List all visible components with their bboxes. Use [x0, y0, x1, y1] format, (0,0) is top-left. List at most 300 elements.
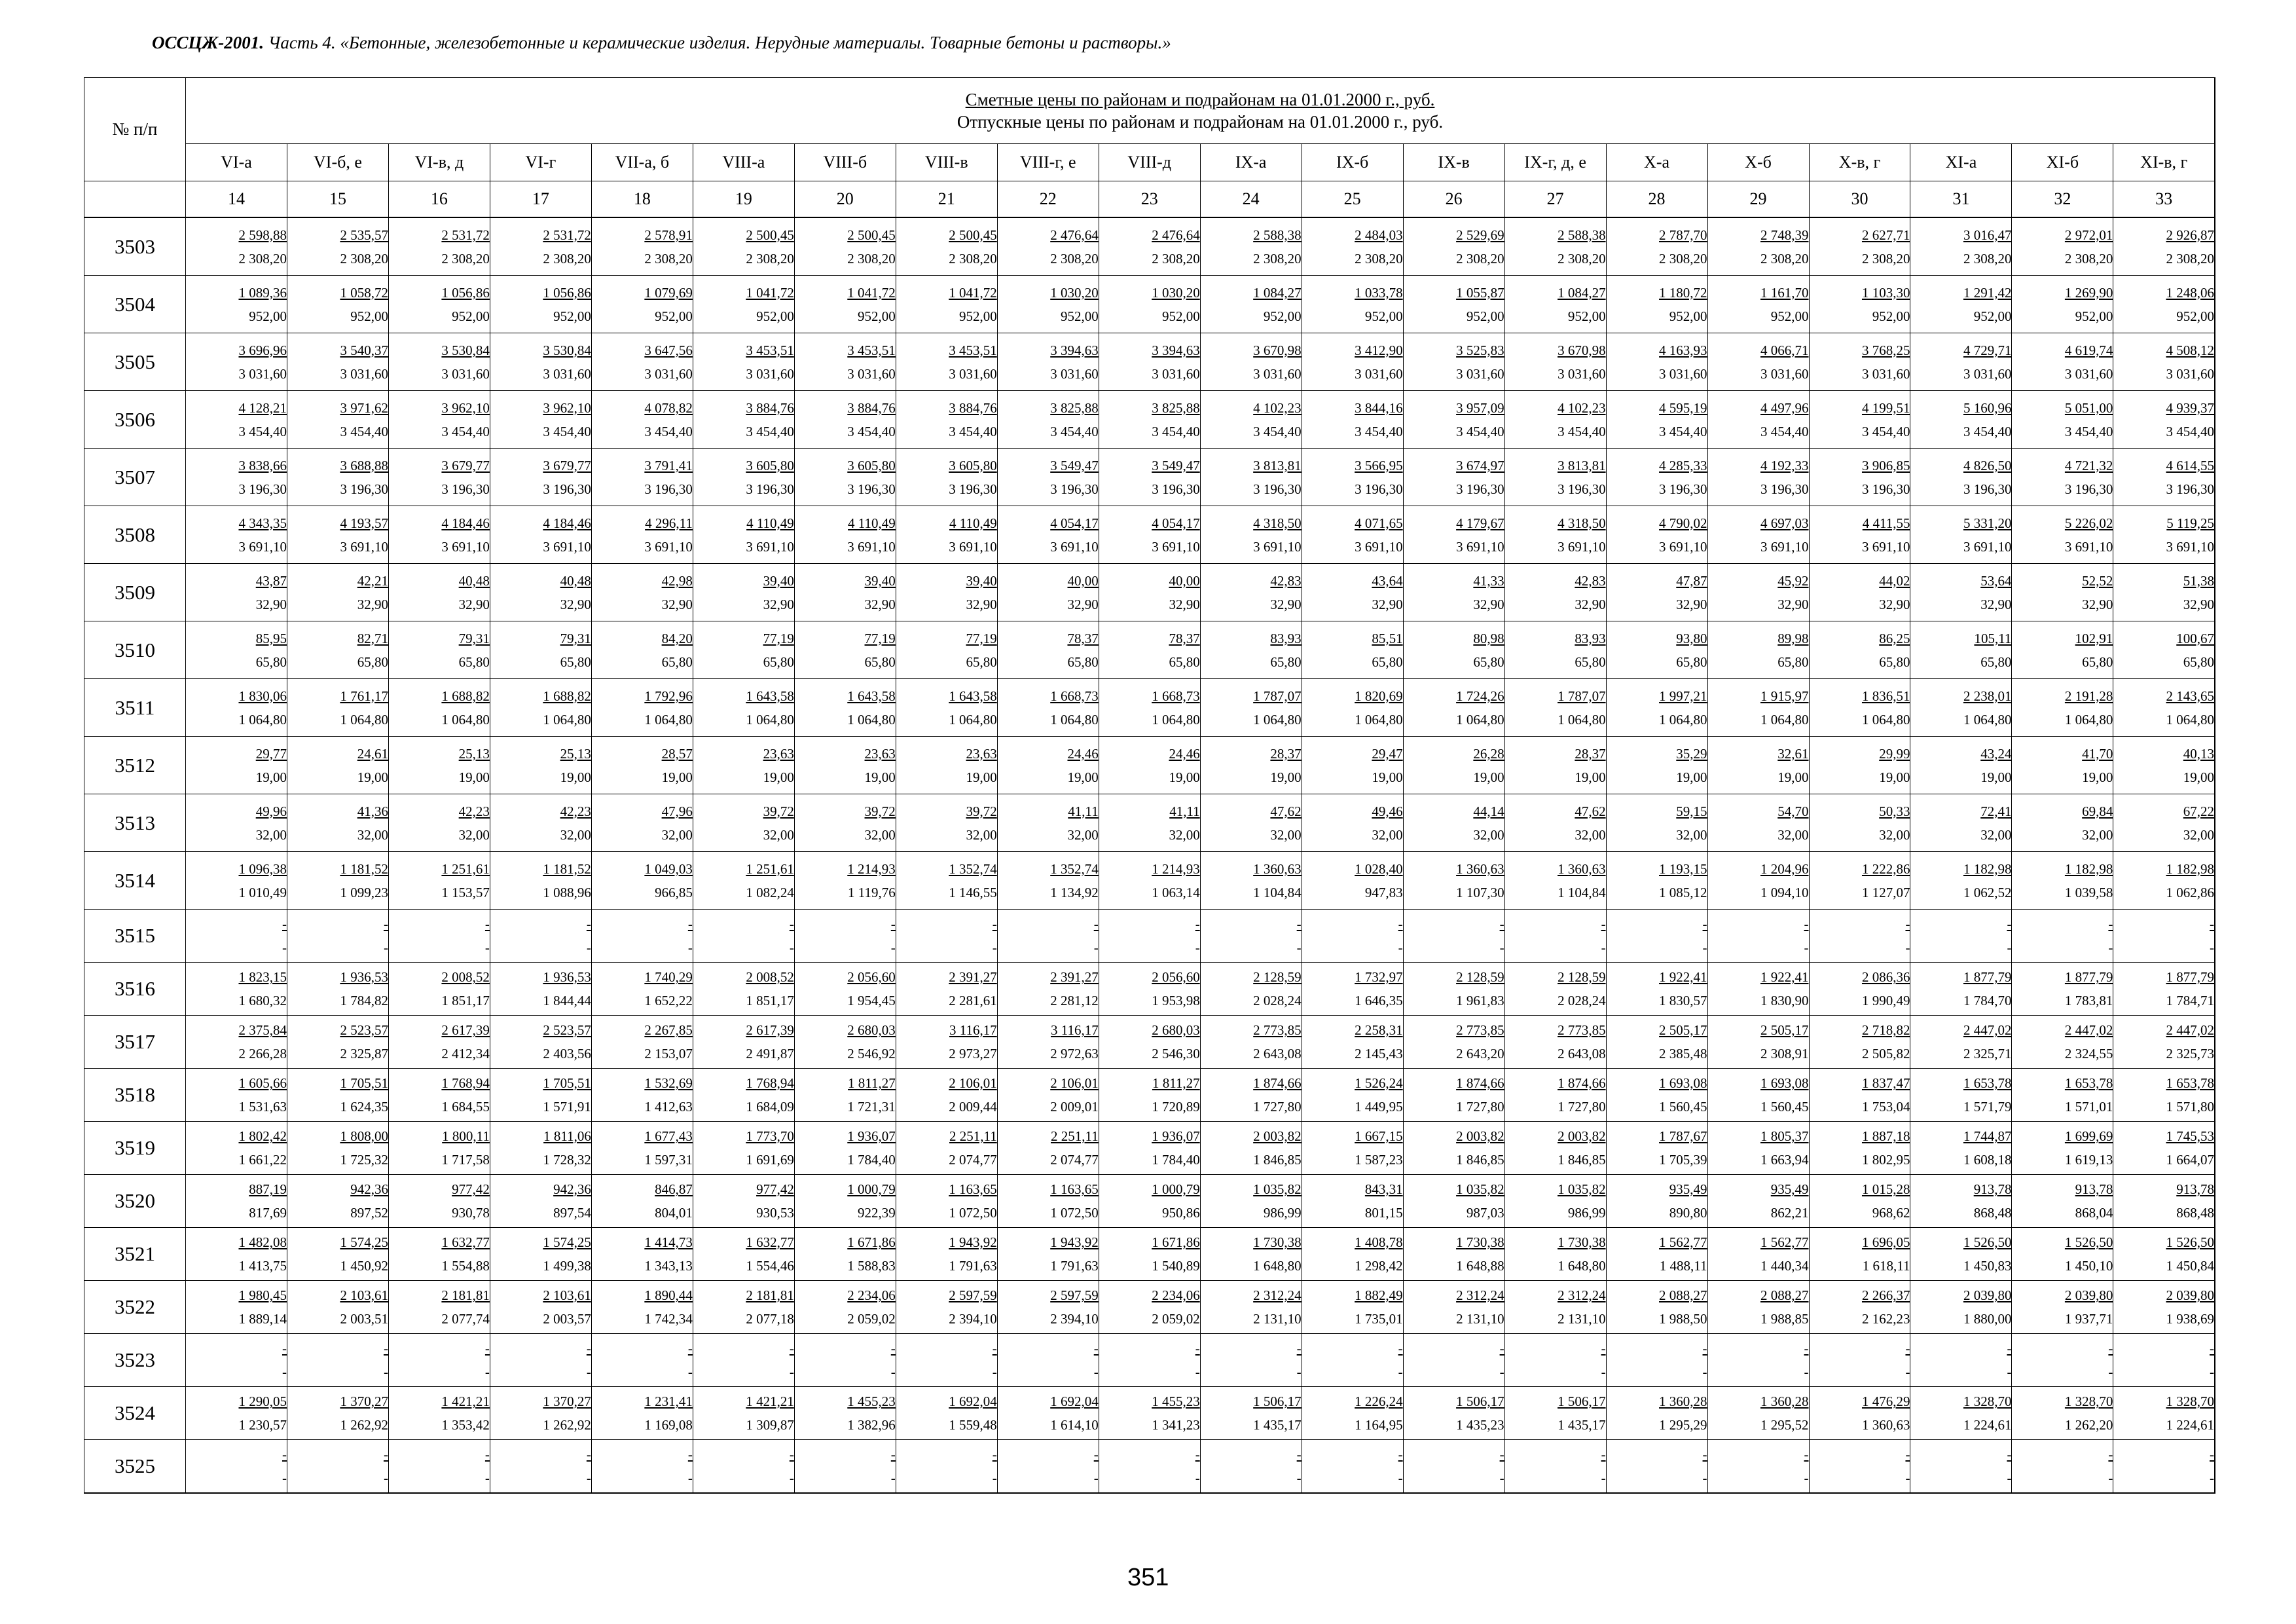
price-cell [1606, 1069, 1707, 1122]
estimate-price: 2 680,03 [1152, 1022, 1200, 1038]
price-cell [591, 1175, 693, 1228]
price-cell [490, 1281, 591, 1334]
price-cell [1910, 506, 2012, 564]
material-code: 3514 [84, 852, 186, 910]
release-price: 1 064,80 [847, 711, 896, 728]
estimate-price: - [1601, 916, 1606, 932]
estimate-price: 43,64 [1372, 572, 1403, 589]
estimate-price: 2 597,59 [949, 1287, 997, 1303]
estimate-price: - [383, 1447, 388, 1462]
price-cell [2012, 794, 2113, 852]
estimate-price: 3 884,76 [949, 399, 997, 416]
estimate-price: 1 936,53 [543, 969, 591, 985]
estimate-price: 3 813,81 [1253, 457, 1302, 473]
estimate-price: 1 705,51 [340, 1075, 388, 1091]
region-header: VIII-б [794, 144, 896, 181]
release-price: 1 295,52 [1760, 1417, 1809, 1433]
estimate-price: 2 312,24 [1456, 1287, 1504, 1303]
release-price: 1 082,24 [746, 884, 794, 900]
release-price: 1 880,00 [1963, 1311, 2012, 1327]
release-price: 1 134,92 [1050, 884, 1099, 900]
estimate-price: 2 505,17 [1760, 1022, 1809, 1038]
release-price: 1 449,95 [1355, 1099, 1403, 1115]
price-cell [490, 679, 591, 737]
estimate-price: 1 943,92 [949, 1234, 997, 1250]
estimate-price: 3 884,76 [847, 399, 896, 416]
release-price: 2 491,87 [746, 1046, 794, 1061]
estimate-price: 913,78 [2075, 1181, 2113, 1197]
price-cell [693, 794, 794, 852]
release-price: 32,00 [357, 826, 388, 843]
estimate-price: 2 598,88 [238, 227, 287, 243]
release-price: 1 353,42 [441, 1417, 490, 1433]
estimate-price: 39,72 [966, 803, 997, 819]
column-number: 20 [794, 181, 896, 218]
release-price: 1 064,80 [238, 711, 287, 728]
release-price: 3 031,60 [1558, 365, 1606, 382]
estimate-price: 1 028,40 [1355, 860, 1403, 877]
release-price: 3 196,30 [746, 481, 794, 497]
estimate-price: - [383, 916, 388, 932]
estimate-price: - [2007, 1340, 2012, 1356]
estimate-price: 1 823,15 [238, 969, 287, 985]
price-cell [1403, 1069, 1504, 1122]
release-price: - [1398, 940, 1403, 955]
estimate-price: - [586, 916, 591, 932]
release-price: 952,00 [1161, 308, 1200, 324]
estimate-price: - [586, 1447, 591, 1462]
estimate-price: 3 647,56 [644, 342, 693, 358]
estimate-price: 49,46 [1372, 803, 1403, 819]
release-price: 65,80 [1575, 654, 1606, 670]
estimate-price: - [992, 916, 997, 932]
price-cell [693, 1281, 794, 1334]
price-cell [1403, 506, 1504, 564]
estimate-price: 2 128,59 [1558, 969, 1606, 985]
release-price: 890,80 [1669, 1205, 1707, 1221]
release-price: 2 145,43 [1355, 1046, 1403, 1061]
price-cell [287, 1387, 388, 1440]
column-number: 24 [1200, 181, 1302, 218]
price-cell [388, 621, 490, 679]
price-cell [287, 391, 388, 449]
price-cell [1504, 1122, 1606, 1175]
estimate-price: 3 844,16 [1355, 399, 1403, 416]
release-price: 1 099,23 [340, 884, 388, 900]
release-price: - [1398, 1364, 1403, 1380]
price-cell [1606, 794, 1707, 852]
price-cell [591, 217, 693, 276]
estimate-price: 942,36 [553, 1181, 591, 1197]
price-cell [1606, 679, 1707, 737]
release-price: 2 643,08 [1558, 1046, 1606, 1061]
release-price: 3 031,60 [441, 365, 490, 382]
price-cell [1910, 963, 2012, 1016]
estimate-price: 2 088,27 [1760, 1287, 1809, 1303]
price-cell [1403, 276, 1504, 333]
price-cell [2012, 506, 2113, 564]
estimate-price: 2 056,60 [847, 969, 896, 985]
estimate-price: 1 251,61 [746, 860, 794, 877]
release-price: 1 064,80 [1558, 711, 1606, 728]
release-price: - [1195, 1470, 1200, 1486]
estimate-price: 4 285,33 [1659, 457, 1707, 473]
estimate-price: 5 331,20 [1963, 515, 2012, 531]
estimate-price: 2 258,31 [1355, 1022, 1403, 1038]
release-price: 1 224,61 [1963, 1417, 2012, 1433]
estimate-price: 1 421,21 [441, 1393, 490, 1409]
release-price: 2 324,55 [2064, 1046, 2113, 1061]
price-cell [1302, 564, 1403, 621]
release-price: 2 308,20 [543, 250, 591, 267]
release-price: 1 571,80 [2166, 1099, 2214, 1115]
release-price: 952,00 [2176, 308, 2214, 324]
price-cell [896, 1281, 997, 1334]
release-price: 868,48 [2176, 1205, 2214, 1221]
estimate-price: 3 412,90 [1355, 342, 1403, 358]
estimate-price: 4 729,71 [1963, 342, 2012, 358]
price-cell [490, 1069, 591, 1122]
estimate-price: 2 505,17 [1659, 1022, 1707, 1038]
release-price: 2 308,20 [1861, 250, 1910, 267]
release-price: 1 684,55 [441, 1099, 490, 1115]
region-header: VI-б, е [287, 144, 388, 181]
release-price: 3 196,30 [1152, 481, 1200, 497]
release-price: - [383, 1470, 388, 1486]
estimate-price: 2 128,59 [1456, 969, 1504, 985]
price-cell [1099, 679, 1200, 737]
price-cell [388, 1440, 490, 1494]
price-cell [1504, 506, 1606, 564]
estimate-price: - [1093, 916, 1099, 932]
estimate-price: - [1601, 1340, 1606, 1356]
release-price: 32,00 [966, 826, 997, 843]
material-code: 3517 [84, 1016, 186, 1069]
region-header: IX-в [1403, 144, 1504, 181]
material-code: 3509 [84, 564, 186, 621]
estimate-price: 2 128,59 [1253, 969, 1302, 985]
estimate-price: - [1499, 1447, 1504, 1462]
release-price: 65,80 [661, 654, 693, 670]
release-price: 1 608,18 [1963, 1152, 2012, 1168]
estimate-price: - [2108, 1340, 2113, 1356]
estimate-price: 77,19 [864, 630, 896, 646]
release-price: 1 571,79 [1963, 1099, 2012, 1115]
release-price: 32,00 [1067, 826, 1099, 843]
estimate-price: - [890, 1340, 896, 1356]
release-price: 2 266,28 [238, 1046, 287, 1061]
estimate-price: 1 922,41 [1760, 969, 1809, 985]
release-price: 1 064,80 [1861, 711, 1910, 728]
price-cell [490, 1228, 591, 1281]
table-row [84, 737, 2215, 794]
region-header: IX-б [1302, 144, 1403, 181]
price-cell [490, 276, 591, 333]
release-price: 65,80 [1372, 654, 1403, 670]
price-cell [388, 794, 490, 852]
material-code: 3510 [84, 621, 186, 679]
estimate-price: 1 526,50 [1963, 1234, 2012, 1250]
estimate-price: 1 653,78 [2166, 1075, 2214, 1091]
release-price: 1 295,29 [1659, 1417, 1707, 1433]
estimate-price: 2 003,82 [1253, 1128, 1302, 1144]
table-row [84, 1122, 2215, 1175]
price-cell [490, 852, 591, 910]
estimate-price: 1 506,17 [1456, 1393, 1504, 1409]
price-cell [1200, 1281, 1302, 1334]
price-cell [1302, 621, 1403, 679]
estimate-price: - [1804, 1447, 1809, 1462]
price-cell [997, 1334, 1099, 1387]
estimate-price: 1 768,94 [441, 1075, 490, 1091]
price-cell [896, 506, 997, 564]
estimate-price: 1 605,66 [238, 1075, 287, 1091]
estimate-price: - [1702, 1447, 1707, 1462]
estimate-price: 79,31 [458, 630, 490, 646]
release-price: 3 031,60 [1050, 365, 1099, 382]
price-cell [1403, 910, 1504, 963]
price-cell [287, 276, 388, 333]
release-price: 1 064,80 [949, 711, 997, 728]
estimate-price: 3 825,88 [1152, 399, 1200, 416]
estimate-price: 1 506,17 [1253, 1393, 1302, 1409]
estimate-price: 4 071,65 [1355, 515, 1403, 531]
price-cell [1504, 276, 1606, 333]
price-cell [1403, 1440, 1504, 1494]
estimate-price: - [687, 916, 693, 932]
release-price: 3 691,10 [1861, 538, 1910, 555]
table-row [84, 506, 2215, 564]
release-price: 947,83 [1364, 884, 1403, 900]
release-price: - [1499, 1364, 1504, 1380]
price-cell [1606, 1016, 1707, 1069]
estimate-price: 3 962,10 [441, 399, 490, 416]
price-cell [1302, 276, 1403, 333]
release-price: 1 846,85 [1558, 1152, 1606, 1168]
price-cell [1606, 217, 1707, 276]
estimate-price: 3 394,63 [1152, 342, 1200, 358]
release-price: 1 889,14 [238, 1311, 287, 1327]
release-price: 3 691,10 [1152, 538, 1200, 555]
price-cell [1809, 1440, 1910, 1494]
price-cell [1809, 449, 1910, 506]
release-price: 3 031,60 [1760, 365, 1809, 382]
column-number: 33 [2113, 181, 2215, 218]
release-price: 3 196,30 [847, 481, 896, 497]
release-price: 19,00 [966, 769, 997, 785]
estimate-price: - [1296, 1447, 1302, 1462]
release-price: 32,00 [560, 826, 591, 843]
price-cell [997, 1440, 1099, 1494]
release-price: 2 131,10 [1456, 1311, 1504, 1327]
release-price: - [383, 940, 388, 955]
release-price: - [586, 940, 591, 955]
table-row [84, 794, 2215, 852]
estimate-price: 1 248,06 [2166, 284, 2214, 301]
release-price: 3 031,60 [238, 365, 287, 382]
release-price: 3 454,40 [644, 423, 693, 439]
price-cell [1200, 1334, 1302, 1387]
price-cell [388, 1387, 490, 1440]
release-price: 1 085,12 [1659, 884, 1707, 900]
release-price: 19,00 [560, 769, 591, 785]
estimate-price: 105,11 [1974, 630, 2012, 646]
estimate-price: - [282, 916, 287, 932]
estimate-price: 2 391,27 [949, 969, 997, 985]
release-price: 3 196,30 [340, 481, 388, 497]
estimate-price: 2 588,38 [1558, 227, 1606, 243]
price-cell [896, 737, 997, 794]
estimate-price: 1 943,92 [1050, 1234, 1099, 1250]
price-cell [1302, 217, 1403, 276]
price-cell [1099, 564, 1200, 621]
estimate-price: 1 030,20 [1152, 284, 1200, 301]
estimate-price: 1 049,03 [644, 860, 693, 877]
price-cell [388, 276, 490, 333]
price-cell [1707, 910, 1809, 963]
estimate-price: 2 476,64 [1050, 227, 1099, 243]
estimate-price: 41,11 [1068, 803, 1099, 819]
release-price: 19,00 [1067, 769, 1099, 785]
price-cell [2113, 1440, 2215, 1494]
price-cell [693, 963, 794, 1016]
release-price: 2 643,20 [1456, 1046, 1504, 1061]
price-cell [896, 1069, 997, 1122]
price-cell [186, 1069, 287, 1122]
price-cell [1504, 1228, 1606, 1281]
release-price: 2 059,02 [1152, 1311, 1200, 1327]
estimate-price: 5 226,02 [2064, 515, 2113, 531]
release-price: 1 064,80 [1760, 711, 1809, 728]
estimate-price: 1 730,38 [1558, 1234, 1606, 1250]
release-price: 952,00 [959, 308, 997, 324]
estimate-price: - [1499, 916, 1504, 932]
column-number: 17 [490, 181, 591, 218]
estimate-price: - [1601, 1447, 1606, 1462]
table-row [84, 852, 2215, 910]
column-number: 22 [997, 181, 1099, 218]
release-price: 1 104,84 [1558, 884, 1606, 900]
table-row [84, 333, 2215, 391]
row-number-header: № п/п [84, 78, 186, 181]
estimate-price: 4 102,23 [1558, 399, 1606, 416]
price-cell [1910, 333, 2012, 391]
release-price: 2 028,24 [1253, 993, 1302, 1008]
estimate-price: 942,36 [350, 1181, 388, 1197]
estimate-price: 3 962,10 [543, 399, 591, 416]
release-price: 3 691,10 [1558, 538, 1606, 555]
estimate-price: 28,37 [1575, 745, 1606, 762]
estimate-price: 2 312,24 [1558, 1287, 1606, 1303]
estimate-price: 1 761,17 [340, 688, 388, 704]
release-price: 1 680,32 [238, 993, 287, 1008]
price-cell [1099, 963, 1200, 1016]
release-price: 1 938,69 [2166, 1311, 2214, 1327]
price-cell [1809, 1228, 1910, 1281]
release-price: 3 454,40 [340, 423, 388, 439]
material-code: 3519 [84, 1122, 186, 1175]
price-cell [287, 794, 388, 852]
estimate-price: 69,84 [2082, 803, 2113, 819]
price-cell [591, 852, 693, 910]
estimate-price: 2 039,80 [2166, 1287, 2214, 1303]
estimate-price: 1 667,15 [1355, 1128, 1403, 1144]
price-cell [490, 217, 591, 276]
estimate-price: - [1804, 1340, 1809, 1356]
estimate-price: 1 030,20 [1050, 284, 1099, 301]
estimate-price: 3 605,80 [746, 457, 794, 473]
estimate-price: 3 453,51 [847, 342, 896, 358]
price-cell [1809, 1281, 1910, 1334]
price-cell [591, 449, 693, 506]
price-cell [896, 910, 997, 963]
estimate-price: - [1093, 1340, 1099, 1356]
release-price: 2 077,18 [746, 1311, 794, 1327]
release-price: 1 844,44 [543, 993, 591, 1008]
release-price: 32,00 [1372, 826, 1403, 843]
price-cell [1403, 794, 1504, 852]
estimate-price: 26,28 [1473, 745, 1504, 762]
release-price: 1 784,70 [1963, 993, 2012, 1008]
price-cell [794, 737, 896, 794]
price-cell [186, 910, 287, 963]
release-price: 3 196,30 [1659, 481, 1707, 497]
price-cell [2012, 1387, 2113, 1440]
estimate-price: 2 773,85 [1253, 1022, 1302, 1038]
estimate-price: 85,51 [1372, 630, 1403, 646]
price-cell [1504, 391, 1606, 449]
estimate-price: 913,78 [1973, 1181, 2012, 1197]
material-code: 3512 [84, 737, 186, 794]
release-price: 32,90 [458, 596, 490, 612]
release-price: 2 308,20 [644, 250, 693, 267]
release-price: 804,01 [655, 1205, 693, 1221]
price-cell [1200, 449, 1302, 506]
price-cell [997, 217, 1099, 276]
estimate-price: 1 688,82 [441, 688, 490, 704]
release-price: - [383, 1364, 388, 1380]
release-price: 1 721,31 [847, 1099, 896, 1115]
release-price: 1 488,11 [1659, 1258, 1707, 1274]
estimate-price: 1 055,87 [1456, 284, 1504, 301]
price-cell [1707, 1387, 1809, 1440]
release-price: 3 196,30 [644, 481, 693, 497]
estimate-price: 1 035,82 [1253, 1181, 1302, 1197]
estimate-price: 1 936,07 [847, 1128, 896, 1144]
price-cell [1606, 449, 1707, 506]
price-cell [287, 963, 388, 1016]
estimate-price: 40,00 [1067, 572, 1099, 589]
estimate-price: 4 697,03 [1760, 515, 1809, 531]
release-price: 3 031,60 [340, 365, 388, 382]
price-cell [1200, 217, 1302, 276]
estimate-price: 935,49 [1669, 1181, 1707, 1197]
estimate-price: 1 936,07 [1152, 1128, 1200, 1144]
release-price: 1 127,07 [1861, 884, 1910, 900]
estimate-price: 32,61 [1777, 745, 1809, 762]
estimate-price: 47,96 [661, 803, 693, 819]
estimate-price: 4 721,32 [2064, 457, 2113, 473]
estimate-price: 977,42 [452, 1181, 490, 1197]
price-cell [997, 506, 1099, 564]
release-price: 3 454,40 [1050, 423, 1099, 439]
price-cell [1707, 1281, 1809, 1334]
release-price: - [2108, 1470, 2113, 1486]
estimate-price: - [1195, 1340, 1200, 1356]
estimate-price: 82,71 [357, 630, 388, 646]
price-cell [2012, 1440, 2113, 1494]
release-price: 32,90 [1169, 596, 1200, 612]
